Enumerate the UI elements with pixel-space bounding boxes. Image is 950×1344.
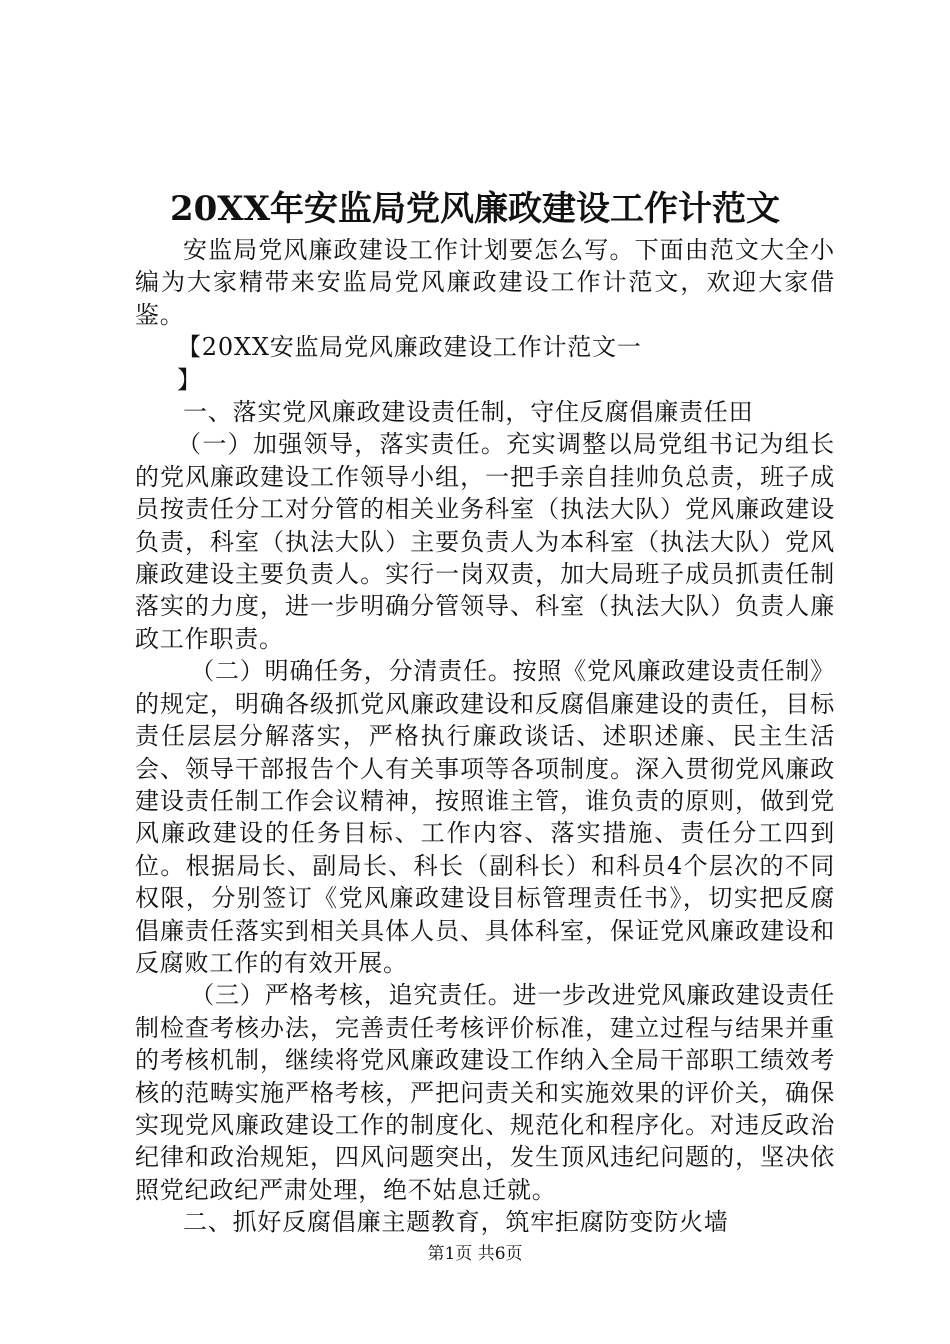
paragraph-one: （一）加强领导，落实责任。充实调整以局党组书记为组长的党风廉政建设工作领导小组，一把手亲自挂帅负总责，班子成员按责任分工对分管的相关业务科室（执法大队）党风廉政建设负责，科室（执法大队）主要负责人为本科室（执法大队）党风廉政建设主要负责人。实行一岗双责，加大局班子成员抓责任制落实的力度，进一步明确分管领导、科室（执法大队）负责人廉政工作职责。 (135, 430, 835, 653)
section-heading-close: 】 (177, 365, 202, 394)
paragraph-three: （三）严格考核，追究责任。进一步改进党风廉政建设责任制检查考核办法，完善责任考核评价标准，建立过程与结果并重的考核机制，继续将党风廉政建设工作纳入全局干部职工绩效考核的范畴实施严格考核，严把问责关和实施效果的评价关，确保实现党风廉政建设工作的制度化、规范化和程序化。对违反政治纪律和政治规矩，四风问题突出，发生顶风违纪问题的，坚决依照党纪政纪严肃处理，绝不姑息迁就。 (135, 981, 835, 1204)
page-footer: 第1页 共6页 (427, 1244, 523, 1264)
heading-one: 一、落实党风廉政建设责任制，守住反腐倡廉责任田 (183, 398, 754, 427)
document-body (135, 234, 835, 1239)
paragraph-two: （二）明确任务，分清责任。按照《党风廉政建设责任制》的规定，明确各级抓党风廉政建设和反腐倡廉建设的责任，目标责任层层分解落实，严格执行廉政谈话、述职述廉、民主生活会、领导干部报告个人有关事项等各项制度。深入贯彻党风廉政建设责任制工作会议精神，按照谁主管，谁负责的原则，做到党风廉政建设的任务目标、工作内容、落实措施、责任分工四到位。根据局长、副局长、科长（副科长）和科员4个层次的不同权限，分别签订《党风廉政建设目标管理责任书》，切实把反腐倡廉责任落实到相关具体人员、具体科室，保证党风廉政建设和反腐败工作的有效开展。 (135, 657, 835, 977)
document-title: 20XX年安监局党风廉政建设工作计范文 (169, 189, 781, 229)
section-heading: 【20XX安监局党风廉政建设工作计范文一 (177, 333, 642, 362)
heading-two: 二、抓好反腐倡廉主题教育，筑牢拒腐防变防火墙 (183, 1208, 729, 1237)
intro-paragraph: 安监局党风廉政建设工作计划要怎么写。下面由范文大全小编为大家精带来安监局党风廉政建设工作计范文，欢迎大家借鉴。 (135, 236, 835, 329)
